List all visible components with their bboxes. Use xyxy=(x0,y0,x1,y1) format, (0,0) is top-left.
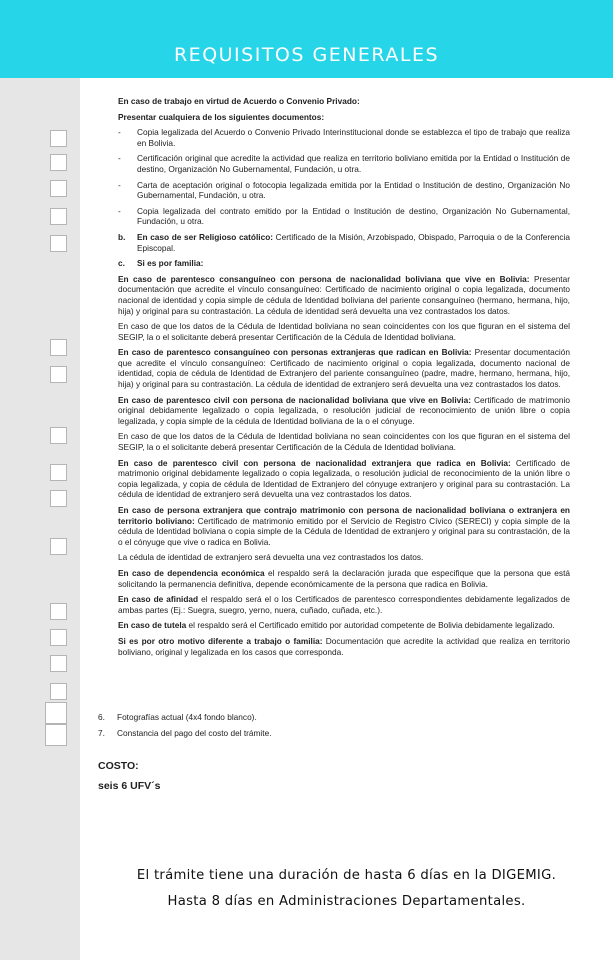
numbered-item-7: 7. Constancia del pago del costo del trámite. xyxy=(98,728,272,738)
checkbox[interactable] xyxy=(50,655,67,672)
section-heading: En caso de trabajo en virtud de Acuerdo o Convenio Privado: xyxy=(118,96,360,106)
list-item: - Certificación original que acredite la actividad que realiza en territorio boliviano emitida por la Entidad o Institución de destino, Organización No Gubernamental, Fundación, u otra. xyxy=(118,153,570,174)
paragraph: En caso de dependencia económica el respaldo será la declaración jurada que especifique que la persona que está solicitando la permanencia definitiva, depende económicamente de la persona que radica en Bolivia. xyxy=(118,567,570,589)
paragraph: En caso de que los datos de la Cédula de Identidad boliviana no sean coincidentes con los que figuran en el sistema del SEGIP, la o el solicitante deberá presentar Certificación de la Cédula de Identidad boliviana. xyxy=(118,321,570,342)
checkbox[interactable] xyxy=(50,180,67,197)
checkbox[interactable] xyxy=(50,130,67,147)
checkbox[interactable] xyxy=(50,603,67,620)
bullet-mark: - xyxy=(118,153,121,164)
paragraph: En caso de parentesco civil con persona de nacionalidad extranjera que radica en Bolivia: Certificado de matrimonio original debidamente legalizado o copia legalizada, o resolución judicial de reconocimiento de la unión libre o copia legalizada, y copia de cédula de Identidad de Extranjero del cónyuge extranjero y original para su contrastación. La cédula de identidad de extranjero será devuelta una vez contrastados los datos. xyxy=(118,457,570,500)
paragraph: En caso de parentesco civil con persona de nacionalidad boliviana que vive en Bolivia: Certificado de matrimonio original debidamente legalizado o copia legalizada, o resolución judicial de reconocimiento de unión libre o copia legalizada, y copia simple de la cédula de Identidad boliviana de la o el cónyuge. xyxy=(118,394,570,426)
left-margin xyxy=(0,0,80,960)
checkbox[interactable] xyxy=(50,339,67,356)
paragraph: En caso de que los datos de la Cédula de Identidad boliviana no sean coincidentes con los que figuran en el sistema del SEGIP, la o el solicitante deberá presentar Certificación de la Cédula de Identidad boliviana. xyxy=(118,431,570,453)
checkbox[interactable] xyxy=(50,683,67,700)
paragraph: En caso de tutela el respaldo será el Certificado emitido por autoridad competente de Bolivia debidamente legalizado. xyxy=(118,620,555,631)
list-item: - Carta de aceptación original o fotocopia legalizada emitida por la Entidad o Institución de destino, Organización No Gubernamental, Fundación, u otra. xyxy=(118,179,570,201)
page-title: REQUISITOS GENERALES xyxy=(173,44,440,66)
list-item: - Copia legalizada del Acuerdo o Convenio Privado Interinstitucional donde se establezca el tipo de trabajo que realiza en Bolivia. xyxy=(118,127,570,148)
checkbox[interactable] xyxy=(50,208,67,225)
paragraph: En caso de parentesco consanguíneo con personas extranjeras que radican en Bolivia: Presentar documentación que acredite el vínculo consanguíneo: Certificado de nacimiento original o copia legalizada, documento nacional de identidad, copia de cédula de Identidad de Extranjero del pariente consanguíneo (padre, madre, hermano, hermana, hijo, hija) y original para su contrastación. La cédula de identidad de extranjero será devuelta una vez contrastados los datos. xyxy=(118,347,570,390)
checkbox[interactable] xyxy=(50,490,67,507)
checkbox[interactable] xyxy=(50,538,67,555)
checkbox[interactable] xyxy=(50,366,67,383)
section-intro: Presentar cualquiera de los siguientes documentos: xyxy=(118,111,325,122)
bullet-mark: - xyxy=(118,205,121,216)
checkbox[interactable] xyxy=(50,629,67,646)
requirements-text xyxy=(118,96,570,662)
list-item-b: b. En caso de ser Religioso católico: Certificado de la Misión, Arzobispado, Obispado, Parroquia o de la Conferencia Episcopal. xyxy=(118,231,570,253)
paragraph: En caso de persona extranjera que contrajo matrimonio con persona de nacionalidad boliviana o extranjera en territorio boliviano: Certificado de matrimonio emitido por el Servicio de Registro Cívico (SERECI) y copia simple de la cédula de Identidad boliviana o copia simple de la Cédula de Identidad de extranjero y original para su contrastación, de la o el cónyuge que vive o radica en Bolivia. xyxy=(118,505,570,547)
paragraph: Si es por otro motivo diferente a trabajo o familia: Documentación que acredite la actividad que realiza en territorio boliviano, original y legalizada en los casos que corresponda. xyxy=(118,635,570,657)
checkbox[interactable] xyxy=(50,464,67,481)
numbered-item-6: 6. Fotografías actual (4x4 fondo blanco). xyxy=(98,712,257,722)
bullet-mark: - xyxy=(118,179,121,190)
list-item: - Copia legalizada del contrato emitido por la Entidad o Institución de destino, Organización No Gubernamental, Fundación, u otra. xyxy=(118,205,570,227)
paragraph: En caso de parentesco consanguíneo con persona de nacionalidad boliviana que vive en Bolivia: Presentar documentación que acredite el vínculo consanguíneo: Certificado de nacimiento original o copia legalizada, documento nacional de identidad y copia simple de cédula de Identidad boliviana del pariente consanguíneo (hermano, hermana, hijo, hija) y original para su contrastación. La cédula de identidad será devuelta una vez contrastados los datos. xyxy=(118,273,570,316)
duration-note-2: Hasta 8 días en Administraciones Departamentales. xyxy=(167,894,526,909)
list-item-c: c. Si es por familia: xyxy=(118,258,204,269)
checkbox[interactable] xyxy=(50,154,67,171)
checkbox[interactable] xyxy=(45,702,67,724)
paragraph: En caso de afinidad el respaldo será el o los Certificados de parentesco correspondientes debidamente legalizados de ambas partes (Ej.: Suegra, suegro, yerno, nuera, cuñado, cuñada, etc.). xyxy=(118,594,570,615)
duration-note-1: El trámite tiene una duración de hasta 6 días en la DIGEMIG. xyxy=(136,868,557,883)
checkbox[interactable] xyxy=(50,427,67,444)
paragraph: La cédula de identidad de extranjero será devuelta una vez contrastados los datos. xyxy=(118,552,424,563)
bullet-mark: - xyxy=(118,127,121,138)
checkbox[interactable] xyxy=(50,235,67,252)
header-bar xyxy=(0,0,613,78)
cost-label: COSTO: xyxy=(98,760,139,772)
cost-value: seis 6 UFV´s xyxy=(98,780,161,792)
checkbox[interactable] xyxy=(45,724,67,746)
